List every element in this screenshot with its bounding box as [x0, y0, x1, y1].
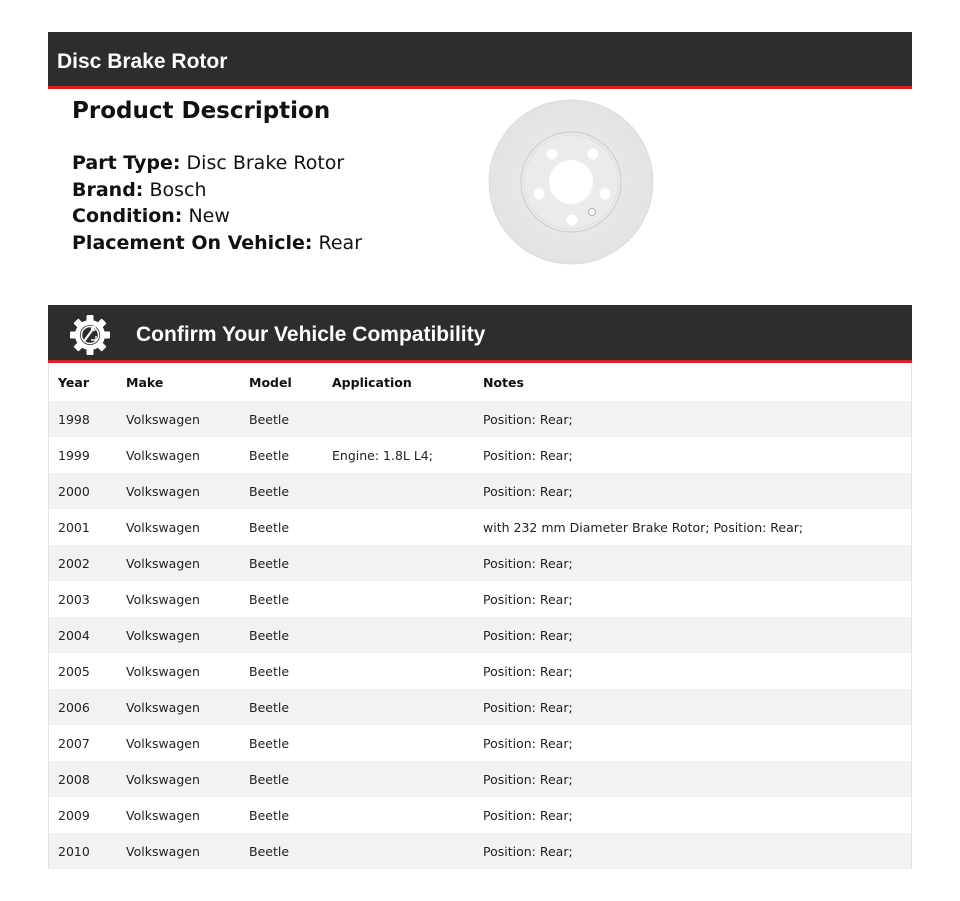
cell-notes: Position: Rear; [483, 771, 573, 787]
cell-notes: Position: Rear; [483, 807, 573, 823]
cell-year: 2004 [58, 627, 90, 643]
cell-model: Beetle [249, 627, 290, 643]
cell-application [332, 545, 483, 581]
cell-notes: Position: Rear; [483, 735, 573, 751]
cell-notes: Position: Rear; [483, 627, 573, 643]
cell-application [332, 653, 483, 689]
cell-notes: Position: Rear; [483, 555, 573, 571]
cell-year: 2008 [58, 771, 90, 787]
cell-year: 2010 [58, 843, 90, 859]
cell-make: Volkswagen [126, 627, 200, 643]
spec-list [72, 150, 362, 256]
table-row [49, 401, 911, 437]
table-row [49, 617, 911, 653]
table-row [49, 437, 911, 473]
spec-value: New [188, 205, 230, 227]
spec-label: Placement On Vehicle: [72, 231, 313, 254]
spec-label: Condition: [72, 205, 183, 227]
cell-notes: Position: Rear; [483, 843, 573, 859]
cell-make: Volkswagen [126, 843, 200, 859]
table-row [49, 653, 911, 689]
cell-model: Beetle [249, 591, 290, 607]
column-header-year: Year [58, 374, 89, 390]
spec-part-type [72, 150, 362, 177]
table-row [49, 797, 911, 833]
cell-model: Beetle [249, 447, 290, 463]
spec-value: Disc Brake Rotor [186, 152, 345, 174]
cell-application [332, 401, 483, 437]
product-title-bar [48, 32, 912, 89]
compatibility-title: Confirm Your Vehicle Compatibility [136, 323, 486, 346]
cell-notes: Position: Rear; [483, 699, 573, 715]
cell-notes: Position: Rear; [483, 663, 573, 679]
cell-year: 2009 [58, 807, 90, 823]
cell-notes: Position: Rear; [483, 447, 573, 463]
cell-year: 1999 [58, 447, 90, 463]
product-description [72, 95, 362, 256]
cell-application [332, 689, 483, 725]
table-row [49, 473, 911, 509]
cell-model: Beetle [249, 411, 290, 427]
gear-wrench-icon [69, 314, 111, 356]
cell-application [332, 725, 483, 761]
column-header-application: Application [332, 374, 412, 390]
cell-notes: Position: Rear; [483, 411, 573, 427]
spec-condition [72, 203, 362, 230]
cell-make: Volkswagen [126, 411, 200, 427]
cell-model: Beetle [249, 807, 290, 823]
brake-rotor-image [486, 98, 656, 268]
cell-year: 1998 [58, 411, 90, 427]
column-header-make: Make [126, 374, 164, 390]
cell-model: Beetle [249, 843, 290, 859]
cell-make: Volkswagen [126, 555, 200, 571]
spec-placement [72, 230, 362, 257]
cell-make: Volkswagen [126, 591, 200, 607]
product-title: Disc Brake Rotor [57, 50, 228, 73]
compatibility-table [48, 363, 912, 869]
cell-notes: Position: Rear; [483, 591, 573, 607]
table-row [49, 761, 911, 797]
cell-year: 2003 [58, 591, 90, 607]
table-row [49, 833, 911, 869]
cell-application [332, 761, 483, 797]
cell-make: Volkswagen [126, 807, 200, 823]
cell-model: Beetle [249, 483, 290, 499]
column-header-model: Model [249, 374, 292, 390]
spec-label: Part Type: [72, 152, 181, 174]
cell-year: 2007 [58, 735, 90, 751]
cell-notes: with 232 mm Diameter Brake Rotor; Position: Rear; [483, 519, 804, 535]
table-row [49, 509, 911, 545]
spec-label: Brand: [72, 178, 144, 201]
cell-model: Beetle [249, 735, 290, 751]
cell-application [332, 833, 483, 869]
table-row [49, 581, 911, 617]
cell-application [332, 797, 483, 833]
table-row [49, 545, 911, 581]
spec-brand [72, 177, 362, 204]
cell-model: Beetle [249, 663, 290, 679]
cell-application [332, 617, 483, 653]
cell-model: Beetle [249, 555, 290, 571]
spec-value: Rear [318, 231, 363, 254]
table-row [49, 725, 911, 761]
cell-year: 2002 [58, 555, 90, 571]
cell-year: 2005 [58, 663, 90, 679]
cell-model: Beetle [249, 519, 290, 535]
column-header-notes: Notes [483, 374, 524, 390]
table-row [49, 689, 911, 725]
cell-make: Volkswagen [126, 663, 200, 679]
table-header-row [49, 363, 911, 401]
cell-application [332, 581, 483, 617]
cell-make: Volkswagen [126, 735, 200, 751]
cell-model: Beetle [249, 771, 290, 787]
cell-notes: Position: Rear; [483, 483, 573, 499]
compatibility-bar [48, 305, 912, 363]
cell-year: 2000 [58, 483, 90, 499]
cell-application [332, 473, 483, 509]
cell-make: Volkswagen [126, 483, 200, 499]
cell-make: Volkswagen [126, 699, 200, 715]
cell-make: Volkswagen [126, 519, 200, 535]
cell-application: Engine: 1.8L L4; [332, 447, 433, 463]
cell-year: 2006 [58, 699, 90, 715]
cell-model: Beetle [249, 699, 290, 715]
cell-application [332, 509, 483, 545]
cell-make: Volkswagen [126, 447, 200, 463]
description-heading: Product Description [72, 98, 331, 124]
spec-value: Bosch [149, 178, 207, 201]
cell-make: Volkswagen [126, 771, 200, 787]
cell-year: 2001 [58, 519, 90, 535]
